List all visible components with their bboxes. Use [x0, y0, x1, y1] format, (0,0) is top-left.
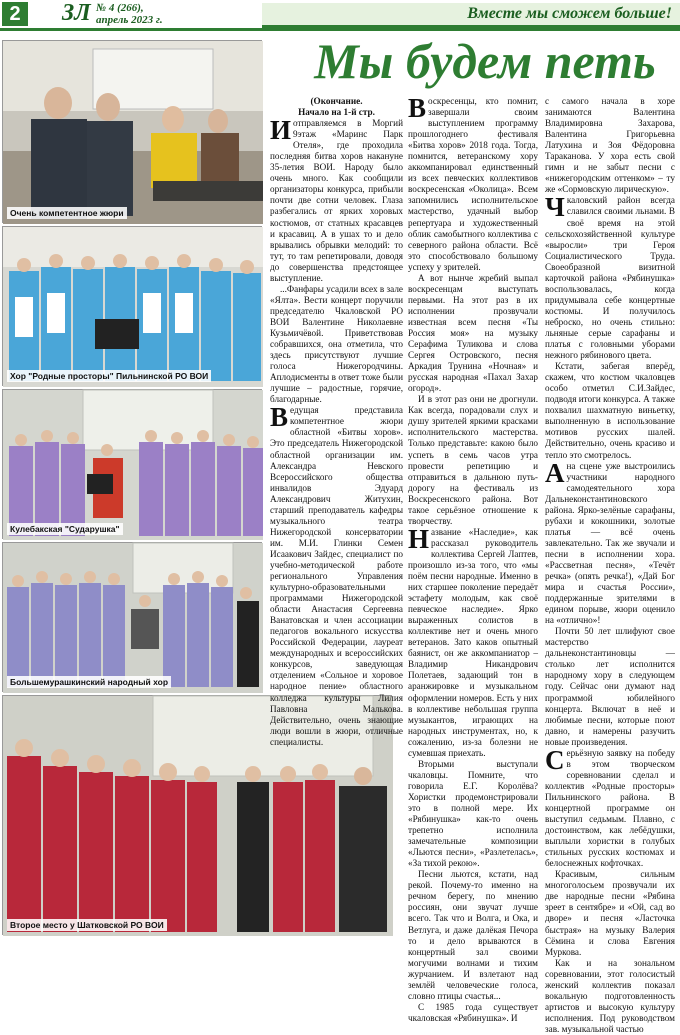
article-paragraph: Песни льются, кстати, над рекой. Почему-то именно на речном берегу, по мнению россиян, они звучат лучше всего. Так что и Волга, и Ока, и Ветлуга, и даже далёкая Печора то и дело врываются в концертный зал своими могучими волнами и тихим журчанием. И взлетают над землёй человеческие голоса, словно птицы счастья... — [408, 869, 538, 1001]
article-paragraph: Вторыми выступали чкаловцы. Помните, что говорила Е.Г. Королёва? Хористки продемонстрировали это в полной мере. Их «Рябинушка» как-то очень трепетно исполнила замечательные композиции «Льются песни», «Разлетелась», «За тихой рекою». — [408, 758, 538, 869]
page-header — [0, 0, 680, 30]
article-paragraph: Как и на зональном соревновании, этот голосистый женский коллектив показал вокальную подготовленность артистов и высокую культуру исполнения. Под руководством зав. музыкальной частью — [545, 957, 675, 1034]
photo-rodnye-prostory — [2, 226, 262, 386]
article-paragraph: Серьёзную заявку на победу в этом творческом соревновании сделал и коллектив «Родные просторы» Пильнинского района. В концертной программе он выступил седьмым. Плавно, с достоинством, как лебёдушки, выплыли хористки в голубых стильных русских костюмах и белоснежных кофточках. — [545, 744, 675, 869]
article-column-2 — [408, 93, 538, 1023]
article-paragraph: ...Фанфары усадили всех в зале «Ялта». Вести концерт поручили председателю Чкаловской РО ВОИ Валентине Николаевне Кузьмичёвой. Приветствовав собравшихся, она отметила, что здесь присутствуют лучшие голоса Нижегородчины. Аплодисменты в ответ тоже были лучшие – радостные, горячие, благодарные. — [270, 283, 403, 405]
choir-lilac-photo-image — [3, 543, 263, 693]
article-headline: Мы будем петь — [314, 33, 656, 89]
article-column-3 — [545, 96, 675, 1034]
newspaper-logo: ЗЛ — [62, 0, 91, 26]
article-paragraph: С 1985 года существует чкаловская «Рябинушка». И — [408, 1001, 538, 1023]
slogan: Вместе мы сможем больше! — [467, 5, 672, 22]
article-paragraph: Кстати, забегая вперёд, скажем, что костюм чкаловцев особо отметил С.И.Зайдес, подводя итоги конкурса. А также похвалил шахматную виньетку, выполненную в использование мотивов русских шалей. Действительно, очень красиво и тепло это смотрелось. — [545, 361, 675, 460]
article-paragraph: Чкаловский район всегда славился своими льнами. В своё время на этой сельскохозяйственной культуре «выросли» три Героя Социалистического Труда. Своеобразной визитной карточкой района «Рябинушка» воспользовалась, когда придумывала себе концертные костюмы. И получилось неброско, но очень стильно: льняные серые сарафаны и платья с головными уборами нежного рябинового цвета. — [545, 192, 675, 361]
slogan-bar — [262, 3, 680, 28]
issue-info — [96, 2, 163, 26]
article-column-1 — [270, 96, 403, 747]
issue-date: апрель 2023 г. — [96, 14, 163, 26]
article-paragraph: Название «Наследие», как рассказал руководитель коллектива Сергей Лаптев, произошло из-за того, что «мы поём песни народные. Именно в них старшее поколение передаёт эстафету молодым, как своё певческое наследие». Ярко выраженных солистов в коллективе нет и очень много ветеранов. Зато каков опытный баянист, он же аккомпаниатор – Владимир Никандрович Полетаев, задающий тон в аранжировке и музыкальном оформлении номеров. Есть у них в коллективе небольшая группа музыкантов, играющих на народных инструментах, но, к сожалению, из-за болезни не сумевшая приехать. — [408, 523, 538, 758]
photo-caption: Второе место у Шатковской РО ВОИ — [7, 919, 167, 931]
article-paragraph: А вот нынче жребий выпал воскресенцам выступать первыми. На этот раз в их исполнении прозвучали известная всем песня «Ты Россия моя» на музыку Серафима Туликова и слова Сергея Островского, песня Аркадия Трунина «Ночная» и русская народная «Пахал Захар огород». — [408, 272, 538, 394]
photo-caption: Кулебакская "Сударушка" — [7, 523, 123, 535]
photo-caption: Хор "Родные просторы" Пильнинской РО ВОИ — [7, 370, 211, 382]
photo-kulebaki — [2, 389, 262, 539]
article-paragraph: Ведущая представила компетентное жюри областной «Битвы хоров». Это председатель Нижегородской областной организации им. Александра Невского Всероссийского общества инвалидов Эдуард Александрович Житухин, старший преподаватель кафедры музыкального театра Нижегородской консерватории им. М.И. Глинки Семен Исаакович Зайдес, специалист по учебно-методической работе регионального Управления культурно-образовательными программами Нижегородской области Анастасия Сергеевна Ванатовская и член ассоциации педагогов вокального искусства Российской Федерации, лауреат международных и всероссийских конкурсов, заведующая отделением «Сольное и хоровое народное пение» областного колледжа культуры Лилия Павловна Малькова. Действительно, очень знающие люди вошли в жюри, отличные специалисты. — [270, 402, 403, 747]
photo-jury — [2, 40, 262, 223]
issue-number: № 4 (266), — [96, 2, 144, 14]
article-paragraph: (Окончание. — [310, 96, 363, 106]
article-paragraph: И в этот раз они не дрогнули. Как всегда, порадовали слух и душу зрителей яркими красками исполнительского мастерства. Только представьте: какою было успеть в семь часов утра провести репетицию и отправиться в дальнюю путь-дорогу на фестиваль из Воскресенского района. Вот такое серьёзное отношение к творчеству. — [408, 394, 538, 526]
choir-blue-photo-image — [3, 227, 263, 387]
photo-caption: Большемурашкинский народный хор — [7, 676, 171, 688]
article-paragraph: Иотправляемся в Моргий 9этаж «Маринс Парк Отеля», где проходила последняя битва хоров накануне 35-летия ВОИ. Народу было очень много. Как сообщили организаторы конкурса, прибыли почти две сотни человек. Глаза разбегались от ярких хоровых костюмов, от статных красавцев и красавиц. А в ушах то и дело врывались обрывки мелодий: то тут, то там репетировали, доводя до совершенства предстоящее выступление. — [270, 115, 403, 283]
article-paragraph: Красивым, сильным многоголосьем прозвучали их две народные песни «Рябина зреет в сентябре» и «Ой, сад во дворе» и песня «Ласточка быстрая» на музыку Валерия Сёмина и слова Евгения Муркова. — [545, 869, 675, 957]
article-paragraph: Воскресенцы, кто помнит, завершали своим выступлением программу прошлогоднего фестиваля «Битва хоров» 2018 года. Тогда, помнится, ветеранскому хору аккомпанировал единственный из всех певческих коллективов воскресенская «Околица». Всем запомнились исполнительское мастерство, удачный выбор репертуара и художественный облик самобытного коллектива с северного района области. Всё это способствовало большому успеху у зрителей. — [408, 93, 538, 272]
article-paragraph: Начало на 1-й стр. — [298, 107, 375, 118]
photo-bolshoe-murashkino — [2, 542, 262, 692]
page-number: 2 — [2, 2, 28, 26]
article-paragraph: Почти 50 лет шлифуют свое мастерство дальнеконстантиновцы — столько лет исполнится народному хору в следующем году. Сейчас они думают над программой юбилейного концерта. Включат в неё и любимые песни, которые поют давно, и намерены разучить новые произведения. — [545, 626, 675, 747]
photo-caption: Очень компетентное жюри — [7, 207, 127, 219]
article-paragraph: Ана сцене уже выстроились участники народного самодеятельного хора Дальнеконстантиновского района. Ярко-зелёные сарафаны, рубахи и кокошники, золотые платья — всё очень завлекательно. Так же звучали и песни в исполнении хора. «Рассветная песня», «Течёт речка» (опять речка!), «Дай Бог мира и счастья России», поддержанные зрителями в едином порыве, жюри оценило на «отлично»! — [545, 457, 675, 626]
jury-photo-image — [3, 41, 263, 224]
article-paragraph: с самого начала в хоре занимаются Валентина Владимировна Захарова, Валентина Григорьевна Латухина и Зоя Фёдоровна Тараканова. У хора есть свой гимн и не забыт песни с «нижегородским оттенком» – ту же «Сормовскую лирическую». — [545, 96, 675, 195]
choir-purple-photo-image — [3, 390, 263, 540]
